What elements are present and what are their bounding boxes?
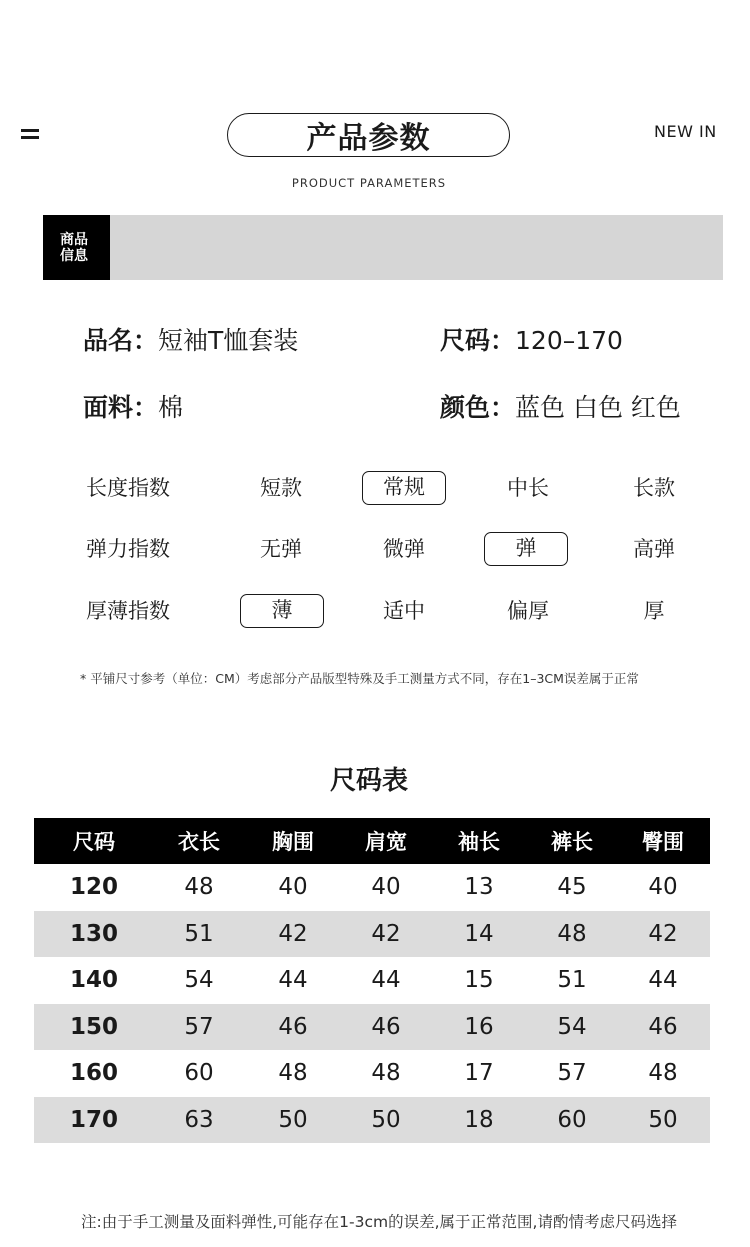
product-fabric-label: 面料： — [83, 393, 159, 422]
page-subtitle: PRODUCT PARAMETERS — [291, 176, 447, 190]
table-cell: 48 — [557, 920, 587, 947]
table-cell: 57 — [184, 1013, 214, 1040]
product-size-value: 120–170 — [515, 326, 623, 355]
table-row — [34, 957, 710, 1004]
index-option: 长款 — [633, 476, 675, 500]
table-row — [34, 864, 710, 911]
section-band — [43, 215, 723, 280]
product-fabric-value: 棉 — [158, 393, 184, 422]
product-name-label: 品名： — [83, 326, 159, 355]
page-title: 产品参数 — [227, 113, 510, 157]
length-index-label: 长度指数 — [86, 476, 170, 500]
size-chart-title: 尺码表 — [329, 766, 408, 796]
table-cell: 40 — [371, 874, 401, 901]
product-color-value: 蓝色 白色 红色 — [515, 393, 681, 422]
product-color-label: 颜色： — [440, 393, 516, 422]
size-cell: 140 — [69, 967, 118, 994]
table-cell: 63 — [184, 1106, 214, 1133]
product-size — [440, 321, 623, 357]
product-color — [440, 388, 681, 424]
section-tag-line1: 商品 — [60, 231, 88, 248]
section-tag-line2: 信息 — [60, 247, 88, 264]
table-cell: 14 — [464, 920, 494, 947]
table-cell: 17 — [464, 1060, 494, 1087]
table-cell: 42 — [278, 920, 308, 947]
table-cell: 15 — [464, 967, 494, 994]
new-in-label: NEW IN — [654, 122, 717, 141]
table-cell: 45 — [557, 874, 587, 901]
table-cell: 18 — [464, 1106, 494, 1133]
index-option-selected: 常规 — [362, 471, 446, 505]
table-cell: 51 — [557, 967, 587, 994]
stretch-index-label: 弹力指数 — [86, 537, 170, 561]
table-cell: 40 — [278, 874, 308, 901]
index-option: 中长 — [507, 476, 549, 500]
size-table-header — [34, 818, 710, 864]
table-cell: 48 — [371, 1060, 401, 1087]
size-cell: 170 — [69, 1106, 118, 1133]
table-cell: 54 — [557, 1013, 587, 1040]
table-row — [34, 1050, 710, 1097]
table-cell: 42 — [648, 920, 678, 947]
table-cell: 44 — [648, 967, 678, 994]
index-option: 微弹 — [383, 537, 425, 561]
index-option: 无弹 — [260, 537, 302, 561]
table-cell: 42 — [371, 920, 401, 947]
table-cell: 46 — [648, 1013, 678, 1040]
product-name — [83, 321, 298, 357]
index-option: 短款 — [260, 476, 302, 500]
table-cell: 16 — [464, 1013, 494, 1040]
section-tag — [43, 215, 110, 280]
header-cell: 衣长 — [178, 830, 220, 854]
table-cell: 50 — [278, 1106, 308, 1133]
table-cell: 46 — [371, 1013, 401, 1040]
table-cell: 50 — [371, 1106, 401, 1133]
table-cell: 48 — [184, 874, 214, 901]
size-table-body — [34, 864, 710, 1143]
size-cell: 120 — [69, 874, 118, 901]
size-table — [34, 818, 710, 1143]
table-cell: 48 — [648, 1060, 678, 1087]
thickness-index-label: 厚薄指数 — [86, 599, 170, 623]
table-cell: 44 — [371, 967, 401, 994]
table-cell: 40 — [648, 874, 678, 901]
size-cell: 160 — [69, 1060, 118, 1087]
header-cell: 袖长 — [458, 830, 500, 854]
table-row — [34, 1097, 710, 1144]
table-cell: 48 — [278, 1060, 308, 1087]
measure-note: * 平铺尺寸参考（单位：CM）考虑部分产品版型特殊及手工测量方式不同，存在1–3CM误差属于正常 — [80, 671, 639, 686]
size-cell: 150 — [69, 1013, 118, 1040]
index-option: 厚 — [643, 599, 665, 623]
table-cell: 46 — [278, 1013, 308, 1040]
menu-icon[interactable] — [21, 128, 39, 140]
table-cell: 57 — [557, 1060, 587, 1087]
table-cell: 60 — [557, 1106, 587, 1133]
size-cell: 130 — [69, 920, 118, 947]
header-cell: 裤长 — [551, 830, 593, 854]
table-cell: 54 — [184, 967, 214, 994]
header-cell: 臀围 — [642, 830, 684, 854]
product-fabric — [83, 388, 183, 424]
table-row — [34, 1004, 710, 1051]
index-option: 适中 — [383, 599, 425, 623]
table-cell: 51 — [184, 920, 214, 947]
product-name-value: 短袖T恤套装 — [158, 326, 299, 355]
table-cell: 44 — [278, 967, 308, 994]
header-cell: 肩宽 — [365, 830, 407, 854]
table-row — [34, 911, 710, 958]
table-cell: 50 — [648, 1106, 678, 1133]
footnote: 注:由于手工测量及面料弹性,可能存在1-3cm的误差,属于正常范围,请酌情考虑尺码选择 — [81, 1213, 677, 1231]
index-option: 高弹 — [633, 537, 675, 561]
header-cell: 尺码 — [73, 830, 115, 854]
header-cell: 胸围 — [272, 830, 314, 854]
table-cell: 13 — [464, 874, 494, 901]
index-option-selected: 弹 — [484, 532, 568, 566]
product-size-label: 尺码： — [440, 326, 516, 355]
index-option-selected: 薄 — [240, 594, 324, 628]
table-cell: 60 — [184, 1060, 214, 1087]
index-option: 偏厚 — [507, 599, 549, 623]
